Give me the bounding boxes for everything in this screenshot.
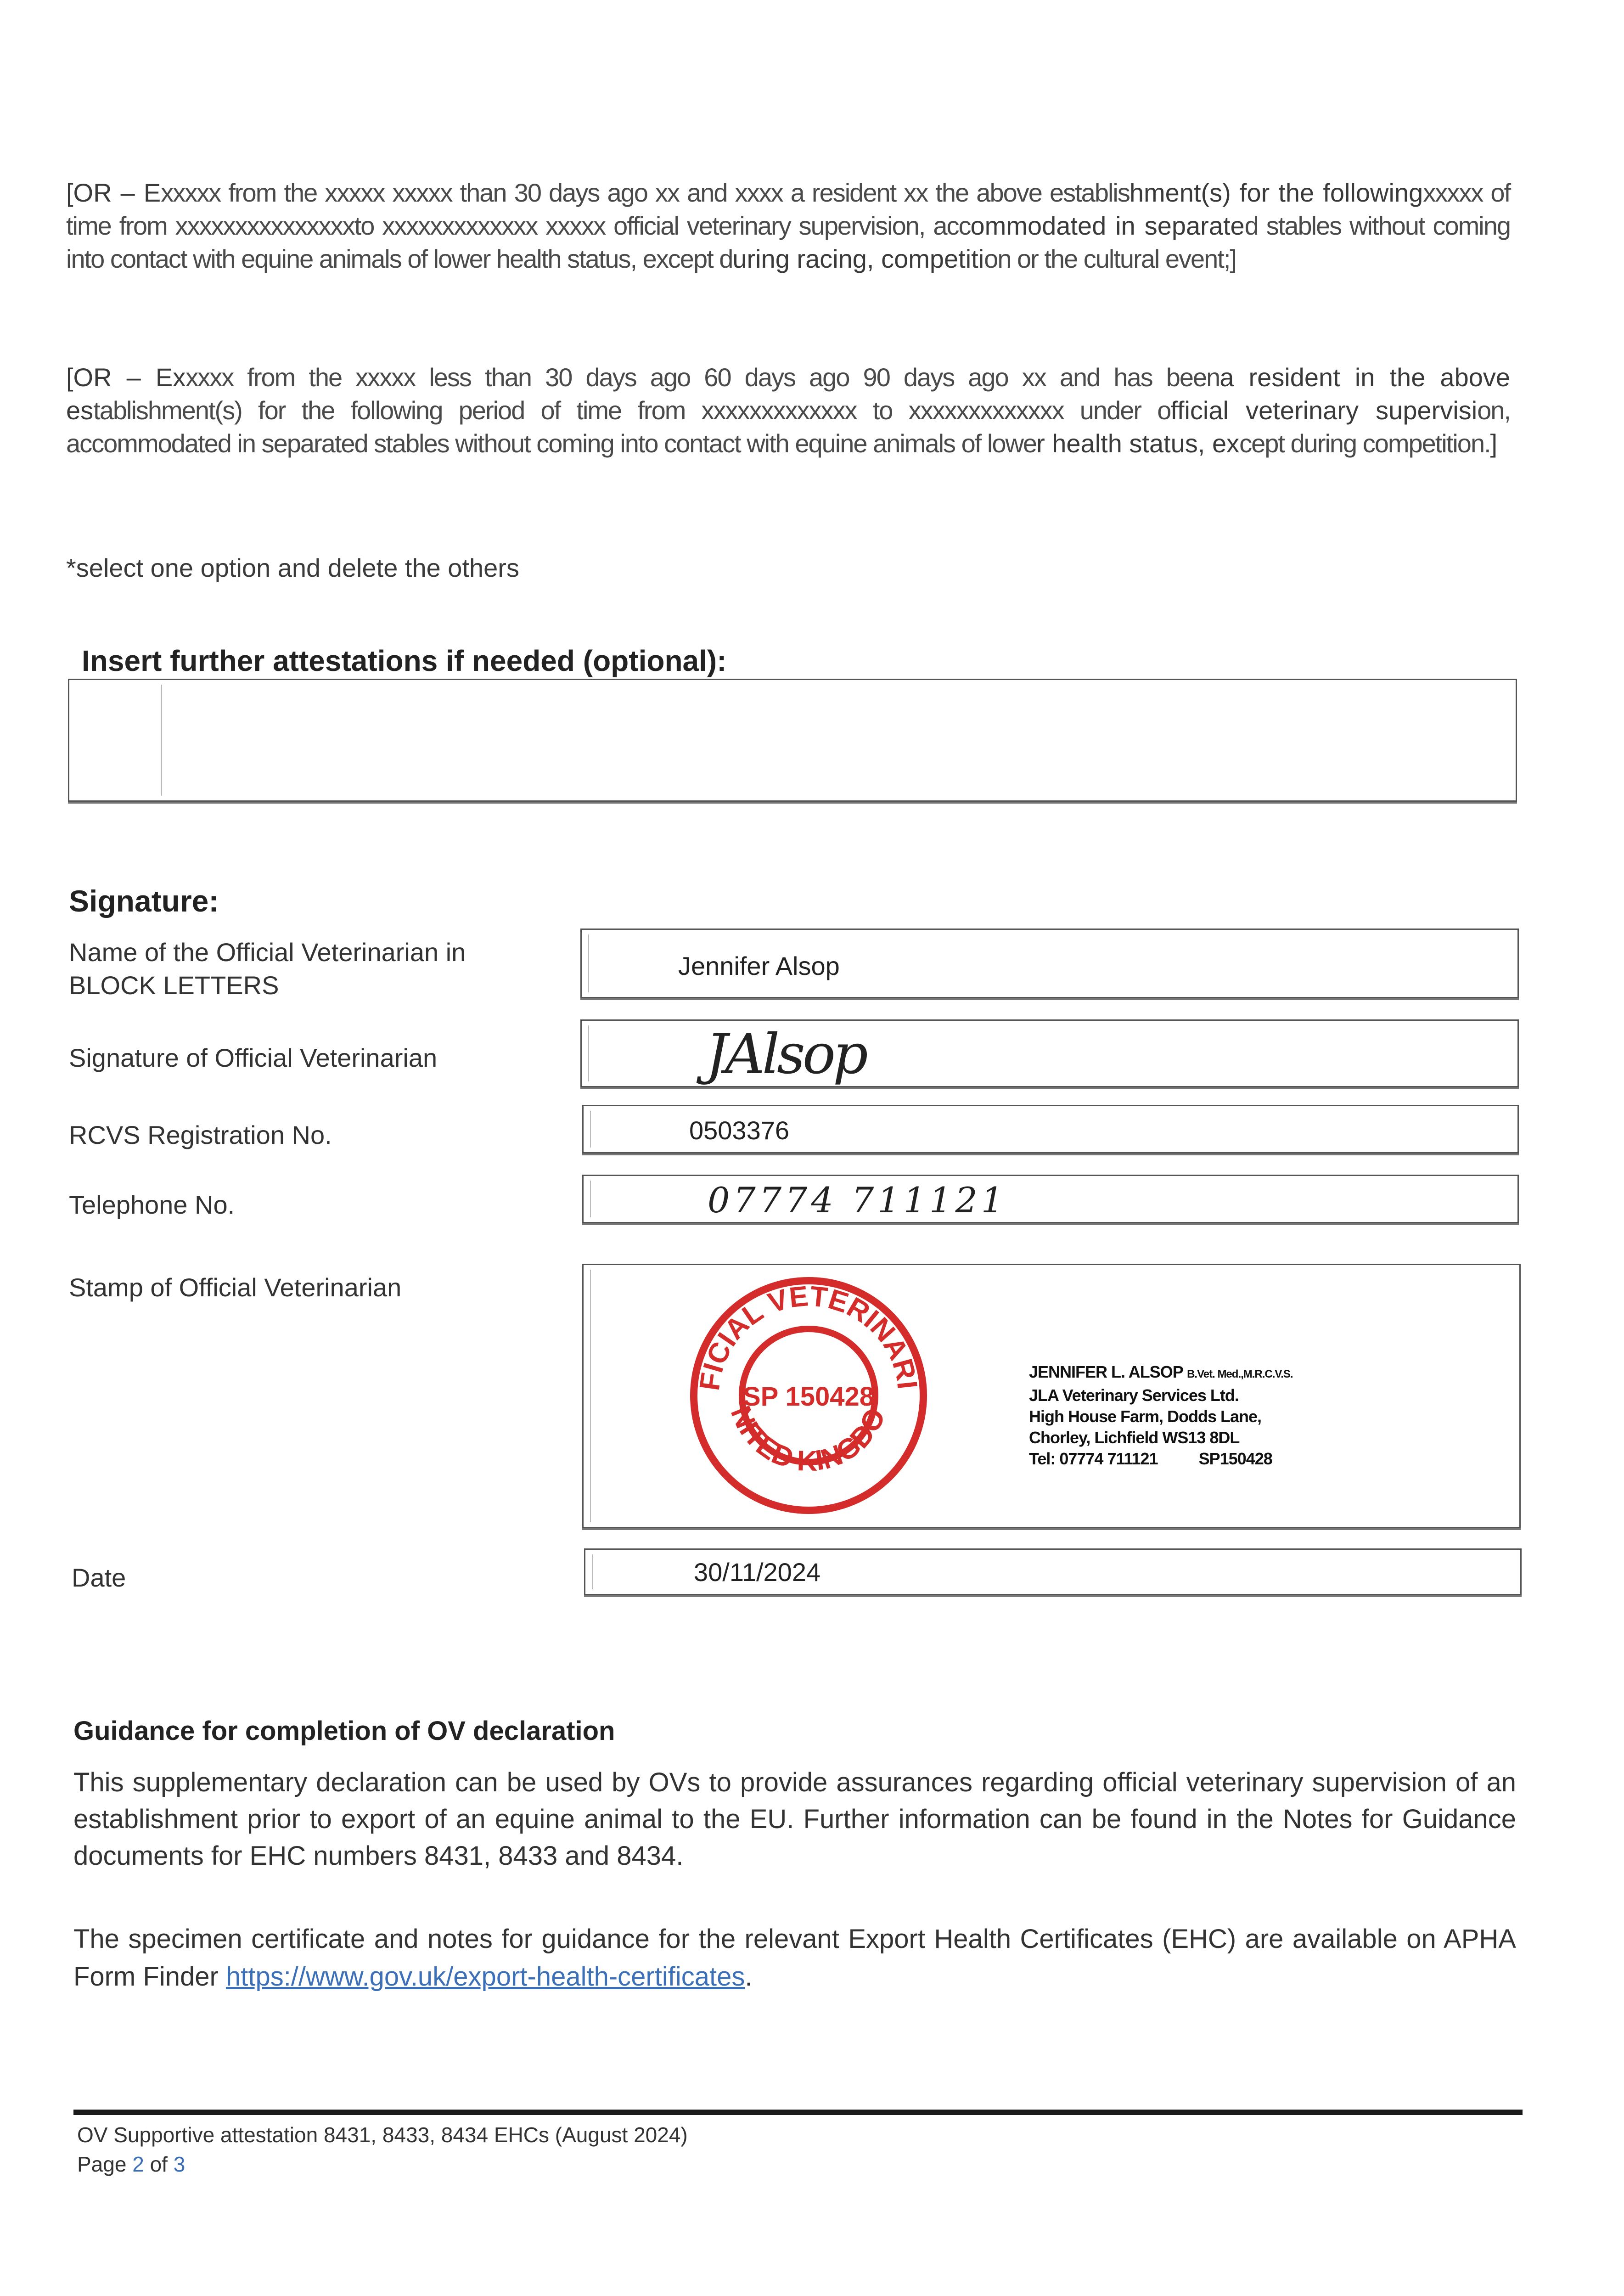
guidance-paragraph-2-end: . (745, 1962, 753, 1992)
select-option-note: *select one option and delete the others (66, 553, 519, 582)
name-field[interactable] (580, 929, 1519, 998)
field-divider (588, 934, 589, 992)
option-b-line4-start: status, ex (1129, 429, 1240, 458)
option-b-line2-end: fficial veterinary (1170, 396, 1359, 425)
field-divider (590, 1111, 591, 1148)
vet-contact-line (1029, 1448, 1442, 1469)
option-b-prefix: [OR – Ex (66, 363, 186, 392)
stamp-ring-text-top: FICIAL VETERINARI (693, 1280, 923, 1393)
page-of: of (144, 2152, 174, 2176)
stamp-graphic (685, 1272, 933, 1519)
option-b-suffix-1: a resident in the (1219, 363, 1426, 392)
option-a-paragraph (66, 176, 1510, 276)
option-b-line3-end: r health (1036, 429, 1122, 458)
footer-page-number (77, 2152, 185, 2177)
option-a-prefix: [OR – E (66, 178, 161, 207)
stamp-label: Stamp of Official Veterinarian (69, 1273, 402, 1302)
field-divider (590, 1270, 591, 1522)
option-a-line4-start: competiti (881, 244, 984, 273)
option-a-line2-end: ommodated in (970, 211, 1135, 240)
option-b-line3-start: supervisi (1376, 396, 1478, 425)
option-a-struck-3: d stables without coming into contact with equine animals of lower health status, except d (66, 211, 1510, 273)
option-a-struck-1: xxxxx from the xxxxx xxxxx than 30 days ago xx and xxxx a resident xx the above establis (161, 178, 1129, 207)
option-a-line3-end: uring racing, (732, 244, 874, 273)
option-b-struck-3: on, accommodated in separated stables without coming into contact with equine animals of lowe (66, 396, 1510, 458)
guidance-paragraph-1: This supplementary declaration can be used by OVs to provide assurances regarding official veterinary supervision of an establishment prior to export of an equine animal to the EU. Further information can be found in the Notes for Guidance documents for EHC numbers 8431, 8433 and 8434. (73, 1767, 1516, 1871)
field-divider (588, 1025, 589, 1081)
telephone-value: 07774 711121 (708, 1180, 1007, 1221)
stamp-code: SP 150428 (743, 1382, 874, 1412)
guidance-paragraph-2 (73, 1920, 1516, 1996)
rcvs-field[interactable] (582, 1105, 1519, 1154)
page-total: 3 (173, 2152, 185, 2176)
vet-qualifications: B.Vet. Med.,M.R.C.V.S. (1187, 1368, 1293, 1380)
signature-value: JAlsop (706, 1023, 865, 1086)
option-b-paragraph (66, 361, 1510, 460)
vet-telephone: Tel: 07774 711121 (1029, 1449, 1158, 1468)
further-attestations-input[interactable] (68, 679, 1517, 802)
vet-practice: JLA Veterinary Services Ltd. (1029, 1386, 1239, 1405)
guidance-paragraph-2-text: The specimen certificate and notes for guidance for the relevant Export Health Certificates (EHC) are available on APHA Form Finder (73, 1924, 1516, 1992)
input-divider (161, 685, 162, 796)
name-value: Jennifer Alsop (678, 951, 840, 980)
name-label-line-1: Name of the Official Veterinarian in (69, 938, 466, 967)
further-attestations-heading: Insert further attestations if needed (optional): (82, 644, 727, 677)
date-value: 30/11/2024 (694, 1558, 821, 1587)
signature-heading: Signature: (69, 884, 219, 918)
field-divider (590, 1181, 591, 1217)
option-a-struck-4: on or the cultural event;] (984, 244, 1236, 273)
date-label: Date (72, 1563, 126, 1592)
option-a-struck-2: xxxxx of time from xxxxxxxxxxxxxxxto xxxxxxxxxxxxx xxxxx official veterinary supervision, acc (66, 178, 1511, 240)
vet-address-1: High House Farm, Dodds Lane, (1029, 1407, 1262, 1426)
guidance-heading: Guidance for completion of OV declaration (73, 1716, 615, 1746)
rcvs-label: RCVS Registration No. (69, 1120, 332, 1149)
vet-sp-number: SP150428 (1198, 1449, 1272, 1468)
option-b-struck-1: xxxx from the xxxxx less than 30 days ago 60 days ago 90 days ago xx and has been (185, 363, 1220, 392)
option-b-struck-4: cept during competition. (1239, 429, 1490, 458)
option-b-line2-start: above es (66, 363, 1510, 425)
official-stamp (685, 1272, 933, 1519)
rcvs-value: 0503376 (689, 1116, 790, 1145)
field-divider (592, 1554, 593, 1589)
vet-address-2: Chorley, Lichfield WS13 8DL (1029, 1428, 1240, 1447)
footer-title: OV Supportive attestation 8431, 8433, 8434 EHCs (August 2024) (77, 2123, 688, 2147)
option-a-line2-start: following (1323, 178, 1423, 207)
vet-name-line (1029, 1362, 1442, 1385)
vet-details (1029, 1362, 1442, 1469)
signature-label: Signature of Official Veterinarian (69, 1043, 438, 1072)
vet-name: JENNIFER L. ALSOP (1029, 1362, 1183, 1381)
signature-field[interactable] (580, 1019, 1519, 1087)
option-b-line4-end: ] (1490, 429, 1498, 458)
stamp-ring-text-bottom: NITED KINGDO (724, 1401, 892, 1477)
telephone-label: Telephone No. (69, 1190, 235, 1219)
stamp-field[interactable] (582, 1264, 1521, 1528)
option-a-line3-start: separate (1144, 211, 1245, 240)
page-current: 2 (132, 2152, 144, 2176)
page-prefix: Page (77, 2152, 133, 2176)
option-b-struck-2: tablishment(s) for the following period of time from xxxxxxxxxxxxx to xxxxxxxxxxxxx under o (93, 396, 1171, 425)
footer-rule (73, 2110, 1523, 2115)
option-a-suffix-1: hment(s) for the (1129, 178, 1315, 207)
telephone-field[interactable] (582, 1175, 1519, 1223)
name-label-line-2: BLOCK LETTERS (69, 971, 279, 1000)
date-field[interactable] (584, 1548, 1522, 1595)
export-health-certificates-link[interactable]: https://www.gov.uk/export-health-certificates (225, 1962, 745, 1992)
